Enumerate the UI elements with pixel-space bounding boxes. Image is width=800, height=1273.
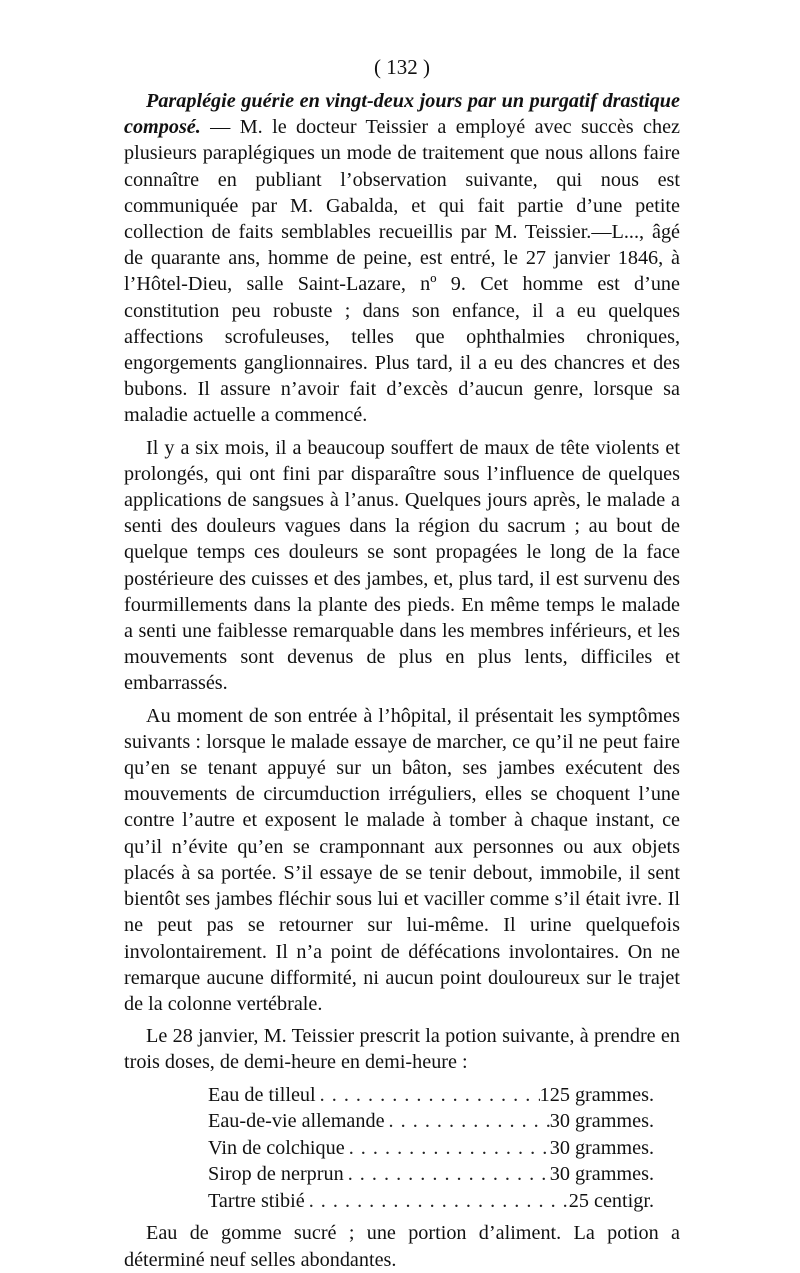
- ingredient-name: Sirop de nerprun: [208, 1163, 344, 1186]
- paragraph-1: [124, 88, 680, 429]
- dot-leader: [305, 1188, 569, 1214]
- prescription-item: [208, 1161, 654, 1188]
- prescription-item: [208, 1082, 654, 1109]
- prescription-list: [208, 1082, 654, 1215]
- closing-paragraph: Eau de gomme sucré ; une portion d’aliment. La potion a déterminé neuf selles abondantes.: [124, 1222, 680, 1271]
- prescription-item: [208, 1188, 654, 1215]
- paragraph-4: Le 28 janvier, M. Teissier prescrit la potion suivante, à prendre en trois doses, de demi-heure en demi-heure :: [124, 1025, 680, 1074]
- prescription-item: [208, 1135, 654, 1162]
- dot-leader: [385, 1108, 550, 1134]
- ingredient-amount: 25 centigr.: [568, 1189, 654, 1212]
- section-title: Paraplégie guérie en vingt-deux jours par un purgatif drastique composé.: [124, 90, 680, 139]
- ingredient-name: Eau de tilleul: [208, 1083, 316, 1106]
- paragraph-2: Il y a six mois, il a beaucoup souffert de maux de tête violents et prolongés, qui ont fini par disparaître sous l’influence de quelques applications de sangsues à l’anus. Quelques jours après, le malade a senti des douleurs vagues dans la région du sacrum ; au bout de quelque temps ces douleurs se sont propagées le long de la face postérieure des cuisses et des jambes, et, plus tard, il est survenu des fourmillements dans la plante des pieds. En même temps le malade a senti une faiblesse remarquable dans les membres inférieurs, et les mouvements sont devenus de plus en plus lents, difficiles et embarrassés.: [124, 436, 680, 695]
- ingredient-name: Vin de colchique: [208, 1136, 345, 1159]
- page-number: ( 132 ): [374, 55, 430, 79]
- dot-leader: [344, 1161, 550, 1187]
- prescription-item: [208, 1108, 654, 1135]
- ingredient-name: Eau-de-vie allemande: [208, 1110, 385, 1133]
- paragraph-1-text: — M. le docteur Teissier a employé avec succès chez plusieurs paraplégiques un mode de traitement que nous allons faire connaître en publiant l’observation suivante, qui nous est communiquée par M. Gabalda, et qui fait partie d’une petite collection de faits semblables recueillis par M. Teissier.—L..., âgé de quarante ans, homme de peine, est entré, le 27 janvier 1846, à l’Hôtel-Dieu, salle Saint-Lazare, nº 9. Cet homme est d’une constitution peu robuste ; dans son enfance, il a eu quelques affections scrofuleuses, telles que ophthalmies chroniques, engorgements ganglionnaires. Plus tard, il a eu des chancres et des bubons. Il assure n’avoir fait d’excès d’aucun genre, lorsque sa maladie actuelle a commencé.: [124, 116, 680, 427]
- book-page: [124, 52, 680, 1273]
- paragraph-3: Au moment de son entrée à l’hôpital, il présentait les symptômes suivants : lorsque le malade essaye de marcher, ce qu’il ne peut faire qu’en se tenant appuyé sur un bâton, ses jambes exécutent des mouvements de circumduction irréguliers, elles se choquent l’une contre l’autre et exposent le malade à tomber à chaque instant, ce qu’il n’évite qu’en se cramponnant aux personnes ou aux objets placés à sa portée. S’il essaye de se tenir debout, immobile, il sent bientôt ses jambes fléchir sous lui et vaciller comme s’il était ivre. Il ne peut pas se retourner sur lui-même. Il urine quelquefois involontairement. Il n’a point de défécations involontaires. On ne remarque aucune difformité, ni aucun point douloureux sur le trajet de la colonne vertébrale.: [124, 704, 680, 1015]
- dot-leader: [345, 1135, 550, 1161]
- ingredient-amount: 125 grammes.: [539, 1083, 654, 1106]
- ingredient-amount: 30 grammes.: [549, 1136, 654, 1159]
- ingredient-amount: 30 grammes.: [549, 1110, 654, 1133]
- ingredient-amount: 30 grammes.: [549, 1163, 654, 1186]
- ingredient-name: Tartre stibié: [208, 1189, 305, 1212]
- dot-leader: [316, 1082, 540, 1108]
